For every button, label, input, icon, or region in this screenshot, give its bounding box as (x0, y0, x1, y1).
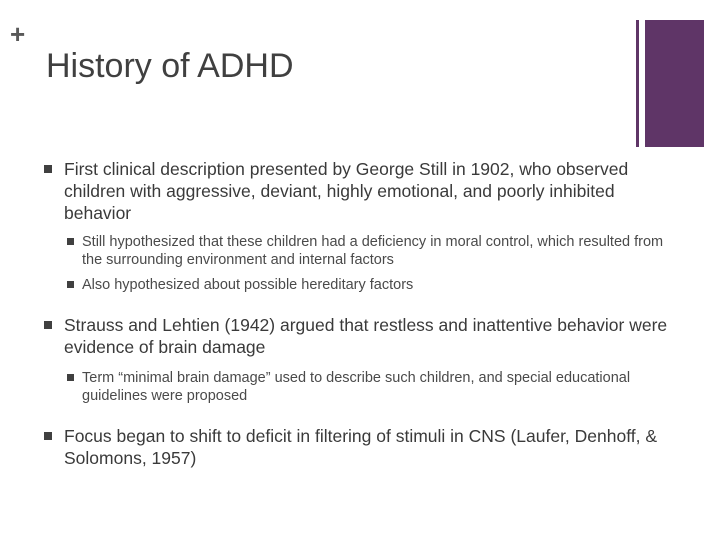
accent-bar-thick (645, 20, 704, 147)
square-bullet-icon (67, 281, 74, 288)
sub-bullet-item (40, 233, 680, 269)
bullet-text: First clinical description presented by George Still in 1902, who observed children with aggressive, deviant, highly emotional, and poorly inhibited behavior (64, 159, 629, 223)
sub-bullet-text: Also hypothesized about possible hereditary factors (82, 277, 414, 293)
slide-title: History of ADHD (46, 47, 294, 85)
bullet-item (40, 158, 680, 224)
square-bullet-icon (44, 165, 52, 173)
square-bullet-icon (67, 374, 74, 381)
bullet-item (40, 425, 680, 469)
square-bullet-icon (67, 238, 74, 245)
sub-bullet-text: Term “minimal brain damage” used to describe such children, and special educational guidelines were proposed (82, 370, 631, 404)
bullet-text: Strauss and Lehtien (1942) argued that restless and inattentive behavior were evidence of brain damage (64, 315, 668, 357)
square-bullet-icon (44, 321, 52, 329)
square-bullet-icon (44, 432, 52, 440)
bullet-item (40, 314, 680, 358)
bullet-list (40, 150, 680, 469)
sub-bullet-text: Still hypothesized that these children had a deficiency in moral control, which resulted from the surrounding environment and internal factors (82, 234, 664, 268)
accent-bar-thin (636, 20, 639, 147)
sub-bullet-item (40, 369, 680, 405)
bullet-text: Focus began to shift to deficit in filtering of stimuli in CNS (Laufer, Denhoff, & Solomons, 1957) (64, 426, 658, 468)
sub-bullet-item (40, 276, 680, 294)
plus-icon: + (10, 19, 26, 49)
